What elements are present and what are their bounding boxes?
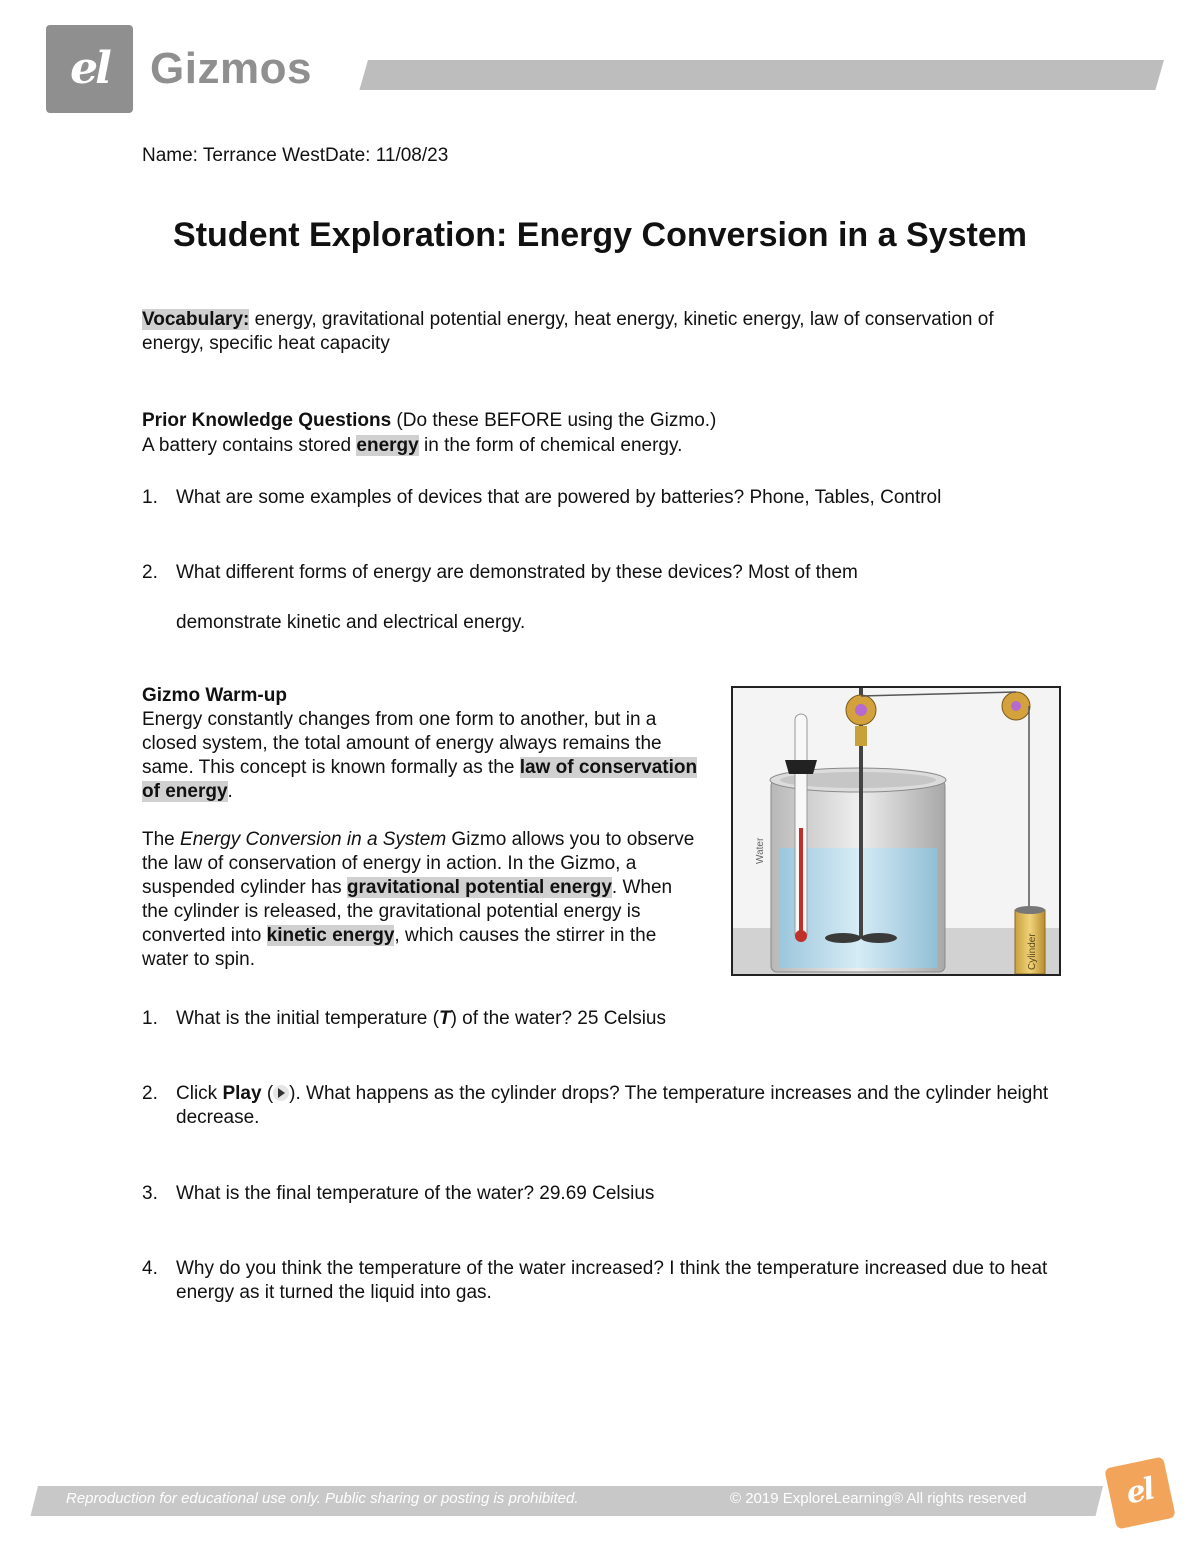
warmup-paragraph-1 bbox=[142, 708, 702, 804]
footer-copyright: © 2019 ExploreLearning® All rights reserved bbox=[730, 1490, 1027, 1507]
header-bar bbox=[359, 60, 1164, 90]
prior-question-1 bbox=[142, 486, 1062, 510]
question-text: What is the final temperature of the water? 29.69 Celsius bbox=[176, 1183, 655, 1204]
p2-d: , which causes the stirrer in the water to spin. bbox=[142, 925, 657, 970]
p2-gizmo-name: Energy Conversion in a System bbox=[180, 829, 447, 850]
gizmo-warmup bbox=[142, 684, 702, 972]
page-title: Student Exploration: Energy Conversion in a System bbox=[173, 216, 1027, 254]
play-label: Play bbox=[222, 1083, 262, 1104]
vocabulary-label: Vocabulary: bbox=[142, 309, 250, 330]
question-number: 2. bbox=[142, 562, 158, 583]
question-number: 1. bbox=[142, 1008, 158, 1029]
question-number: 2. bbox=[142, 1083, 158, 1104]
play-icon bbox=[273, 1085, 289, 1101]
footer-notice: Reproduction for educational use only. Public sharing or posting is prohibited. bbox=[66, 1490, 579, 1507]
brand-name: Gizmos bbox=[150, 44, 312, 93]
warmup-question-3 bbox=[142, 1182, 1062, 1206]
apparatus-illustration bbox=[733, 688, 1059, 974]
vocabulary bbox=[142, 308, 1042, 356]
gizmos-logo bbox=[46, 25, 133, 113]
p1-after: . bbox=[227, 781, 233, 802]
warmup-paragraph-2 bbox=[142, 828, 702, 972]
p2-a: The bbox=[142, 829, 181, 850]
prior-heading-text: Prior Knowledge Questions bbox=[142, 410, 392, 431]
question-text: What different forms of energy are demonstrated by these devices? Most of them bbox=[176, 562, 858, 583]
warmup-heading: Gizmo Warm-up bbox=[142, 685, 287, 706]
question-text: What is the initial temperature (T) of the water? 25 Celsius bbox=[176, 1008, 667, 1029]
stopper bbox=[785, 760, 817, 774]
explorelearning-logo bbox=[1104, 1456, 1176, 1529]
p2-term-gpe: gravitational potential energy bbox=[346, 877, 612, 898]
prior-knowledge-heading bbox=[142, 409, 716, 433]
stirrer-paddle bbox=[825, 933, 861, 943]
warmup-question-2 bbox=[142, 1082, 1062, 1130]
prior-heading-note: (Do these BEFORE using the Gizmo.) bbox=[391, 410, 717, 431]
temperature-variable: T bbox=[438, 1008, 451, 1029]
vocabulary-terms: energy, gravitational potential energy, heat energy, kinetic energy, law of conservation of energy, specific heat capacity bbox=[142, 309, 994, 354]
question-text: What are some examples of devices that are powered by batteries? Phone, Tables, Control bbox=[176, 487, 942, 508]
intro-before: A battery contains stored bbox=[142, 435, 357, 456]
question-text: Why do you think the temperature of the water increased? I think the temperature increased due to heat energy as it turned the liquid into gas. bbox=[176, 1258, 1048, 1303]
p2-b: Gizmo allows you to observe the law of conservation of energy in action. In the Gizmo, a suspended cylinder has bbox=[142, 829, 695, 898]
prior-question-2-answer: demonstrate kinetic and electrical energy. bbox=[176, 612, 526, 633]
intro-after: in the form of chemical energy. bbox=[418, 435, 683, 456]
p2-term-ke: kinetic energy bbox=[266, 925, 395, 946]
p1-term: law of conservation of energy bbox=[142, 757, 698, 802]
prior-question-2 bbox=[142, 561, 1062, 585]
p1-before: Energy constantly changes from one form to another, but in a closed system, the total amount of energy always remains the same. This concept is known formally as the bbox=[142, 709, 662, 778]
intro-term: energy bbox=[356, 435, 419, 456]
cylinder-label: Cylinder bbox=[1027, 933, 1038, 970]
warmup-question-1 bbox=[142, 1007, 1062, 1031]
footer-logo-mark: el bbox=[1123, 1471, 1157, 1512]
question-number: 1. bbox=[142, 487, 158, 508]
gizmo-apparatus-figure bbox=[731, 686, 1061, 976]
name-date-line: Name: Terrance WestDate: 11/08/23 bbox=[142, 145, 449, 166]
water-label: Water bbox=[755, 837, 766, 864]
prior-intro bbox=[142, 434, 682, 458]
p2-c: . When the cylinder is released, the gravitational potential energy is converted into bbox=[142, 877, 673, 946]
logo-mark: el bbox=[70, 43, 109, 94]
question-number: 3. bbox=[142, 1183, 158, 1204]
question-text: Click Play ( ). What happens as the cylinder drops? The temperature increases and the cylinder height decrease. bbox=[176, 1083, 1049, 1128]
question-number: 4. bbox=[142, 1258, 158, 1279]
warmup-question-4 bbox=[142, 1257, 1062, 1305]
